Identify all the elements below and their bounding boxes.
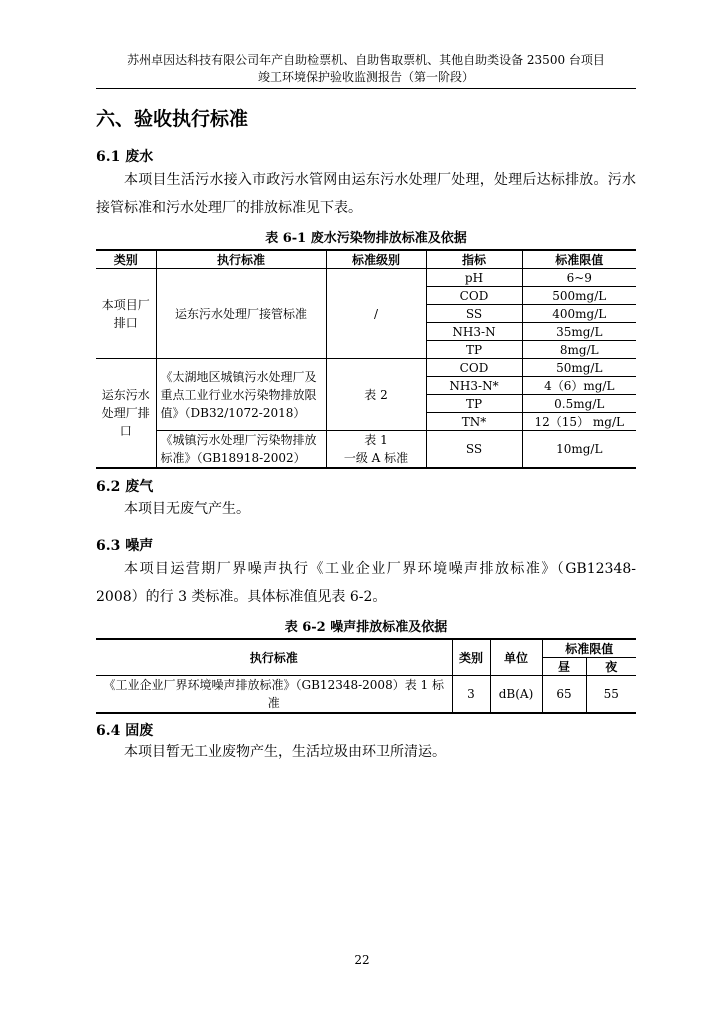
limit-cell: 6~9 (522, 269, 636, 287)
index-cell: TP (426, 395, 522, 413)
index-cell: COD (426, 287, 522, 305)
header-cell: 标准限值 (522, 250, 636, 269)
header-cell: 夜 (586, 658, 636, 676)
noise-standard-table (96, 638, 636, 714)
category-cell: 本项目厂排口 (96, 269, 156, 359)
header-cell: 标准级别 (326, 250, 426, 269)
limit-cell: 10mg/L (522, 431, 636, 469)
limit-cell: 12（15） mg/L (522, 413, 636, 431)
heading-6-4: 6.4 固废 (96, 723, 154, 739)
index-cell: TN* (426, 413, 522, 431)
night-limit-cell: 55 (586, 676, 636, 714)
header-line-2: 竣工环境保护验收监测报告（第一阶段） (257, 70, 474, 84)
paragraph-6-3: 本项目运营期厂界噪声执行《工业企业厂界环境噪声排放标准》（GB12348-2008）的行 3 类标准。具体标准值见表 6-2。 (96, 561, 636, 605)
table-row (96, 359, 636, 377)
header-cell: 指标 (426, 250, 522, 269)
paragraph-6-2: 本项目无废气产生。 (124, 501, 250, 517)
header-cell: 类别 (452, 639, 490, 676)
standard-cell: 《工业企业厂界环境噪声排放标准》（GB12348-2008）表 1 标准 (96, 676, 452, 714)
running-header (96, 52, 636, 86)
index-cell: SS (426, 305, 522, 323)
paragraph-6-4: 本项目暂无工业废物产生，生活垃圾由环卫所清运。 (124, 744, 446, 760)
table-6-1-caption: 表 6-1 废水污染物排放标准及依据 (265, 231, 467, 246)
limit-cell: 0.5mg/L (522, 395, 636, 413)
section-title: 六、验收执行标准 (96, 108, 249, 130)
header-rule (96, 88, 636, 89)
wastewater-standard-table (96, 249, 636, 469)
index-cell: NH3-N* (426, 377, 522, 395)
heading-6-1: 6.1 废水 (96, 149, 154, 165)
day-limit-cell: 65 (542, 676, 586, 714)
index-cell: TP (426, 341, 522, 359)
level-line-1: 表 1 (364, 433, 388, 447)
standard-cell: 《城镇污水处理厂污染物排放标准》（GB18918-2002） (156, 431, 326, 469)
table-header-row (96, 639, 636, 658)
level-cell: 表 2 (326, 359, 426, 431)
table-row (96, 431, 636, 469)
limit-cell: 8mg/L (522, 341, 636, 359)
standard-cell: 《太湖地区城镇污水处理厂及重点工业行业水污染物排放限值》（DB32/1072-2018） (156, 359, 326, 431)
level-cell: / (326, 269, 426, 359)
category-cell: 运东污水处理厂排口 (96, 359, 156, 469)
header-cell: 执行标准 (96, 639, 452, 676)
header-cell: 单位 (490, 639, 542, 676)
table-header-row (96, 250, 636, 269)
limit-cell: 50mg/L (522, 359, 636, 377)
header-cell: 类别 (96, 250, 156, 269)
header-line-1: 苏州卓因达科技有限公司年产自助检票机、自助售取票机、其他自助类设备 23500 台项目 (127, 53, 605, 67)
header-cell: 昼 (542, 658, 586, 676)
table-row (96, 269, 636, 287)
header-cell: 执行标准 (156, 250, 326, 269)
index-cell: COD (426, 359, 522, 377)
index-cell: pH (426, 269, 522, 287)
paragraph-6-1: 本项目生活污水接入市政污水管网由运东污水处理厂处理，处理后达标排放。污水接管标准和污水处理厂的排放标准见下表。 (96, 172, 636, 216)
heading-6-2: 6.2 废气 (96, 479, 154, 495)
index-cell: NH3-N (426, 323, 522, 341)
limit-cell: 4（6）mg/L (522, 377, 636, 395)
level-line-2: 一级 A 标准 (343, 451, 409, 465)
table-row (96, 676, 636, 714)
limit-cell: 400mg/L (522, 305, 636, 323)
index-cell: SS (426, 431, 522, 469)
class-cell: 3 (452, 676, 490, 714)
limit-cell: 35mg/L (522, 323, 636, 341)
heading-6-3: 6.3 噪声 (96, 538, 154, 554)
page-number: 22 (354, 953, 370, 967)
unit-cell: dB(A) (490, 676, 542, 714)
limit-cell: 500mg/L (522, 287, 636, 305)
level-cell (326, 431, 426, 469)
header-cell: 标准限值 (542, 639, 636, 658)
table-6-2-caption: 表 6-2 噪声排放标准及依据 (284, 620, 448, 635)
standard-cell: 运东污水处理厂接管标准 (156, 269, 326, 359)
